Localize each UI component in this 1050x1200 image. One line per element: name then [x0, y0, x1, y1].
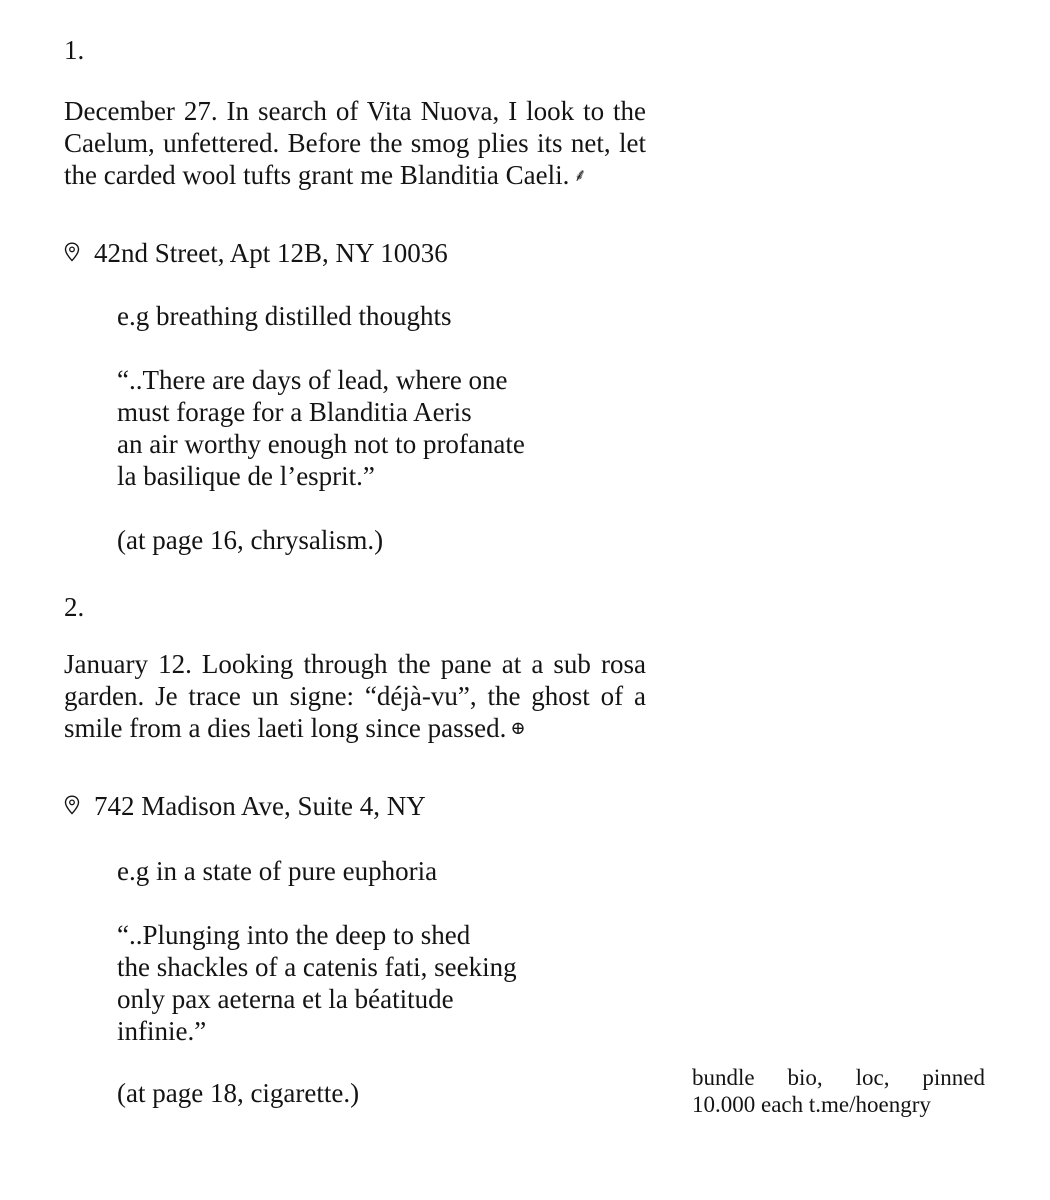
footer-word: bundle — [692, 1065, 755, 1090]
entry-citation: (at page 18, cigarette.) — [117, 1078, 360, 1108]
location-pin-icon — [64, 795, 80, 815]
footer-note — [692, 1064, 985, 1118]
entry-example: e.g in a state of pure euphoria — [117, 856, 438, 886]
footer-word: pinned — [922, 1065, 985, 1090]
quote-line: “..Plunging into the deep to shed — [117, 920, 471, 950]
entry-text: December 27. In search of Vita Nuova, I look to the Caelum, unfettered. Before the smog plies its net, let the carded wool tufts grant me Blanditia Caeli. — [64, 96, 646, 190]
quote-line: must forage for a Blanditia Aeris — [117, 397, 472, 427]
quote-line: an air worthy enough not to profanate — [117, 429, 525, 459]
entry-paragraph — [64, 648, 646, 744]
location-pin-icon — [64, 242, 80, 262]
entry-number: 2. — [64, 592, 85, 622]
entry-location — [64, 236, 448, 270]
quote-line: the shackles of a catenis fati, seeking — [117, 952, 517, 982]
sprig-icon: ⸙ — [573, 165, 587, 185]
footer-word: loc, — [855, 1065, 890, 1090]
entry-location — [64, 789, 426, 823]
footer-word: bio, — [787, 1065, 823, 1090]
quote-line: only pax aeterna et la béatitude — [117, 984, 454, 1014]
footer-line-2: 10.000 each t.me/hoengry — [692, 1092, 931, 1117]
entry-example: e.g breathing distilled thoughts — [117, 301, 452, 331]
circled-cross-icon: ⊕ — [510, 718, 526, 738]
location-text: 42nd Street, Apt 12B, NY 10036 — [94, 238, 448, 268]
entry-citation: (at page 16, chrysalism.) — [117, 525, 384, 555]
location-text: 742 Madison Ave, Suite 4, NY — [94, 791, 426, 821]
entry-number: 1. — [64, 35, 85, 65]
entry-paragraph — [64, 95, 646, 191]
footer-line-1 — [692, 1064, 985, 1091]
quote-line: la basilique de l’esprit.” — [117, 461, 375, 491]
quote-line: “..There are days of lead, where one — [117, 365, 508, 395]
entry-quote — [117, 919, 517, 1047]
entry-text: January 12. Looking through the pane at a sub rosa garden. Je trace un signe: “déjà-vu”, the ghost of a smile from a dies laeti long since passed. — [64, 649, 646, 743]
entry-quote — [117, 364, 525, 492]
quote-line: infinie.” — [117, 1016, 207, 1046]
